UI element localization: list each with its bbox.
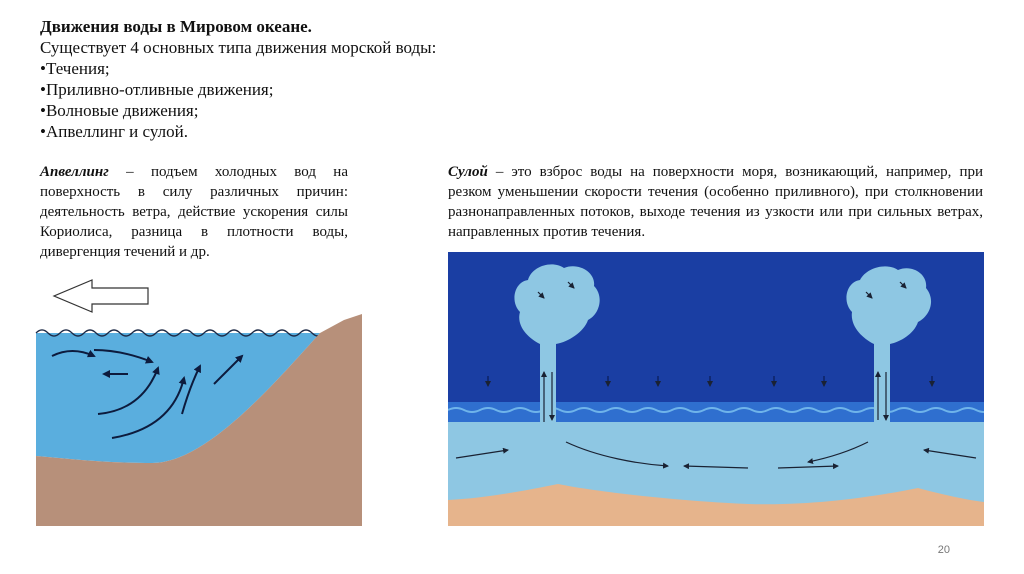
upwelling-illustration bbox=[32, 278, 362, 526]
suloy-illustration bbox=[448, 252, 984, 526]
page-number: 20 bbox=[937, 544, 950, 556]
mid-water-band bbox=[448, 402, 984, 422]
upwelling-definition bbox=[40, 162, 348, 262]
wind-arrow-icon bbox=[54, 280, 148, 312]
slide-title: Движения воды в Мировом океане. bbox=[40, 17, 312, 36]
list-item: • Приливно-отливные движения; bbox=[40, 79, 740, 100]
list-item: • Апвеллинг и сулой. bbox=[40, 121, 740, 142]
upwelling-term: Апвеллинг bbox=[40, 164, 109, 180]
suloy-term: Сулой bbox=[448, 164, 488, 180]
list-item: • Течения; bbox=[40, 58, 740, 79]
slide-intro: Существует 4 основных типа движения морской воды: bbox=[40, 38, 437, 57]
upwelling-text: – подъем холодных вод на поверхность в силу различных причин: деятельность ветра, действие ускорения силы Кориолиса, разница в плотности воды, дивергенция течений и др. bbox=[40, 164, 348, 260]
list-item: • Волновые движения; bbox=[40, 100, 740, 121]
suloy-text: – это взброс воды на поверхности моря, возникающий, например, при резком уменьшении скорости течения (особенно приливного), при столкновении разнонаправленных потоков, выходе течения из узкости или при сильных ветрах, направленных против течения. bbox=[448, 164, 983, 240]
movement-types-list bbox=[40, 58, 740, 142]
slide-header bbox=[40, 16, 740, 142]
suloy-definition bbox=[448, 162, 983, 242]
